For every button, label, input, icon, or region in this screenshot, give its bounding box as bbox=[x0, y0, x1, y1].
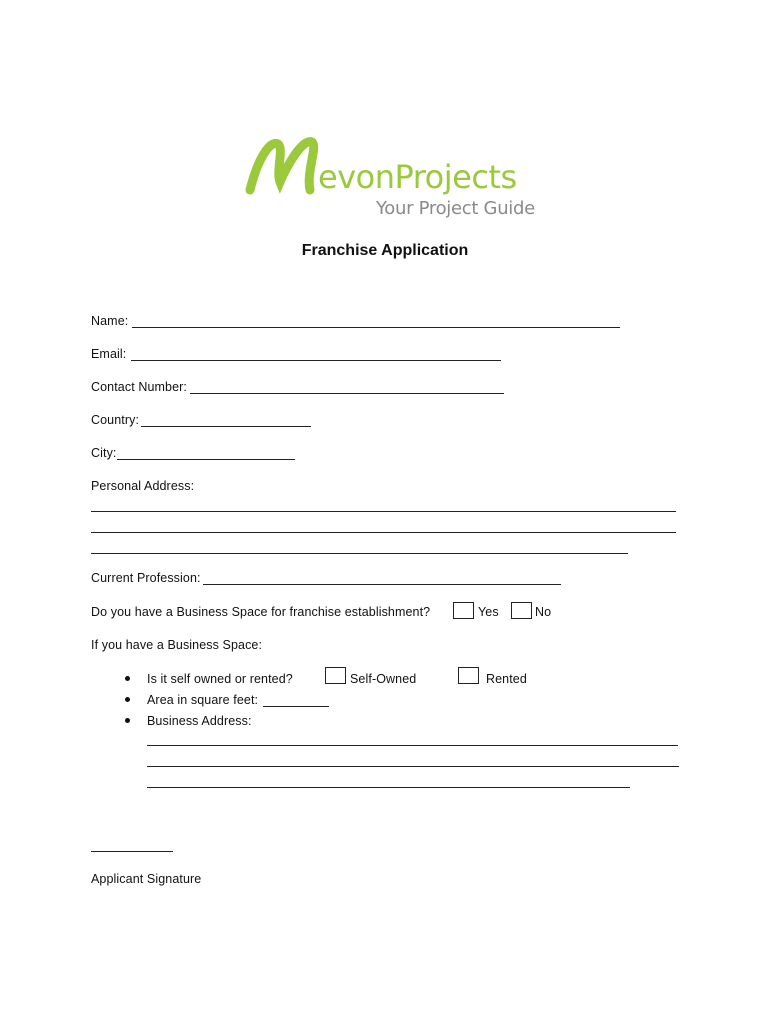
personal-address-line-1[interactable] bbox=[91, 511, 676, 512]
bullet-icon bbox=[125, 718, 130, 723]
nevon-projects-logo bbox=[240, 128, 540, 224]
contact-number-label: Contact Number: bbox=[91, 380, 187, 394]
country-label: Country: bbox=[91, 413, 140, 427]
business-space-question: Do you have a Business Space for franchise establishment? bbox=[91, 605, 431, 619]
business-address-label: Business Address: bbox=[147, 714, 252, 728]
business-address-line-3[interactable] bbox=[147, 787, 630, 788]
current-profession-label: Current Profession: bbox=[91, 571, 201, 585]
contact-number-field[interactable] bbox=[190, 393, 504, 394]
logo-tagline: Your Project Guide bbox=[376, 198, 535, 219]
city-label: City: bbox=[91, 446, 117, 460]
rented-checkbox[interactable] bbox=[458, 667, 479, 684]
self-owned-label: Self-Owned bbox=[350, 672, 417, 686]
self-owned-checkbox[interactable] bbox=[325, 667, 346, 684]
area-field[interactable] bbox=[263, 706, 329, 707]
personal-address-line-3[interactable] bbox=[91, 553, 628, 554]
bullet-icon bbox=[125, 676, 130, 681]
personal-address-label: Personal Address: bbox=[91, 479, 195, 493]
current-profession-field[interactable] bbox=[203, 584, 561, 585]
signature-label: Applicant Signature bbox=[91, 872, 202, 886]
owned-or-rented-question: Is it self owned or rented? bbox=[147, 672, 293, 686]
business-address-line-1[interactable] bbox=[147, 745, 678, 746]
signature-line[interactable] bbox=[91, 851, 173, 852]
area-label: Area in square feet: bbox=[147, 693, 259, 707]
no-label: No bbox=[535, 605, 552, 619]
logo-brand-name: evonProjects bbox=[318, 158, 517, 196]
name-label: Name: bbox=[91, 314, 129, 328]
business-address-line-2[interactable] bbox=[147, 766, 679, 767]
page-title: Franchise Application bbox=[301, 242, 469, 259]
no-checkbox[interactable] bbox=[511, 602, 532, 619]
city-field[interactable] bbox=[117, 459, 295, 460]
personal-address-line-2[interactable] bbox=[91, 532, 676, 533]
rented-label: Rented bbox=[486, 672, 527, 686]
if-business-space-label: If you have a Business Space: bbox=[91, 638, 263, 652]
yes-checkbox[interactable] bbox=[453, 602, 474, 619]
name-field[interactable] bbox=[132, 327, 620, 328]
yes-label: Yes bbox=[478, 605, 499, 619]
email-field[interactable] bbox=[131, 360, 501, 361]
email-label: Email: bbox=[91, 347, 127, 361]
bullet-icon bbox=[125, 697, 130, 702]
country-field[interactable] bbox=[141, 426, 311, 427]
